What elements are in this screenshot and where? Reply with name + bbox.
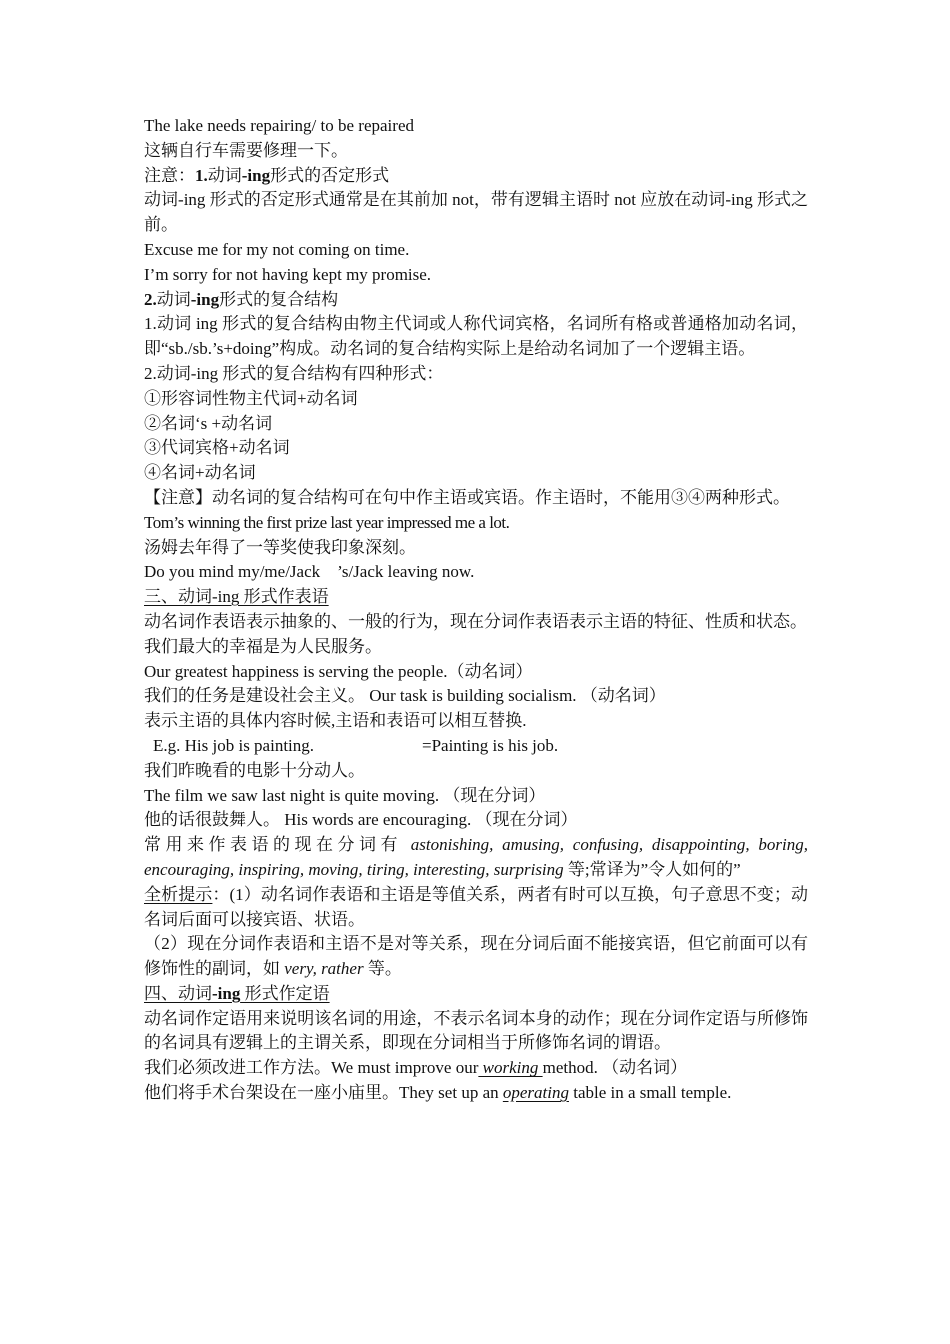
section-heading [144, 585, 808, 610]
paragraph: 动名词作定语用来说明该名词的用途，不表示名词本身的动作；现在分词作定语与所修饰的名词具有逻辑上的主谓关系，即现在分词相当于所修饰名词的谓语。 [144, 1008, 808, 1053]
example-sentence: Excuse me for my not coming on time. [144, 239, 410, 259]
note-text-end: 形式的否定形式 [270, 165, 390, 185]
example-sentence: Our greatest happiness is serving the people.（动名词） [144, 661, 533, 681]
heading-text-end: 形式的复合结构 [219, 289, 339, 309]
heading-underlined [144, 984, 330, 1003]
sentence-end: table in a small temple. [568, 1083, 732, 1103]
paragraph [144, 883, 808, 933]
example-sentence [144, 734, 808, 759]
heading-ing: -ing [212, 983, 241, 1003]
list-item: ④名词+动名词 [144, 463, 256, 483]
section-heading [144, 288, 808, 313]
list-item: ①形容词性物主代词+动名词 [144, 388, 358, 408]
note-number: 1. [195, 165, 208, 185]
tip-text: ：(1）动名词作表语和主语是等值关系，两者有时可以互换，句子意思不变；动名词后面可以接宾语、状语。 [144, 884, 808, 929]
paragraph: 动词-ing 形式的否定形式通常是在其前加 not，带有逻辑主语时 not 应放在动词-ing 形式之前。 [144, 190, 808, 235]
note-text: 动词 [207, 165, 242, 185]
underlined-word: working [478, 1058, 543, 1078]
paragraph-text-end: 等。 [363, 959, 402, 979]
paragraph: 1.动词 ing 形式的复合结构由物主代词或人称代词宾格，名词所有格或普通格加动名词，即“sb./sb.’s+doing”构成。动名词的复合结构实际上是给动名词加了一个逻辑主语。 [144, 314, 808, 359]
heading-text-end: 形式作定语 [240, 983, 330, 1003]
paragraph: 表示主语的具体内容时候,主语和表语可以相互替换. [144, 711, 527, 731]
note-heading [144, 164, 808, 189]
heading-number: 2. [144, 289, 157, 309]
sentence-end: method. （动名词） [542, 1058, 688, 1078]
paragraph-text: （2）现在分词作表语和主语不是对等关系，现在分词后面不能接宾语，但它前面可以有修饰性的副词，如 [144, 934, 808, 979]
note-ing: -ing [241, 165, 271, 185]
example-sentence: I’m sorry for not having kept my promise. [144, 264, 432, 284]
document-page [144, 114, 808, 1106]
example-sentence: 我们的任务是建设社会主义。 Our task is building socialism. （动名词） [144, 686, 666, 706]
adverb-examples: very, rather [284, 959, 364, 979]
note-label: 注意： [144, 165, 195, 185]
example-sentence: The film we saw last night is quite moving. （现在分词） [144, 785, 546, 805]
heading-ing: -ing [190, 289, 220, 309]
list-item: ②名词‘s +动名词 [144, 413, 273, 433]
paragraph [144, 833, 808, 883]
example-sentence [144, 1081, 808, 1106]
underlined-word: operating [502, 1083, 569, 1103]
paragraph: 动名词作表语表示抽象的、一般的行为，现在分词作表语表示主语的特征、性质和状态。 [144, 611, 807, 631]
paragraph: 2.动词-ing 形式的复合结构有四种形式： [144, 363, 444, 383]
paragraph-text-end: 等;常译为”令人如何的” [563, 859, 741, 879]
example-sentence [144, 1056, 808, 1081]
translation: 我们昨晚看的电影十分动人。 [144, 760, 365, 780]
heading-text: 动词 [156, 289, 191, 309]
example-left: E.g. His job is painting. [153, 735, 315, 755]
example-right: =Painting is his job. [422, 735, 559, 755]
sentence-start: 他们将手术台架设在一座小庙里。They set up an [144, 1083, 503, 1103]
translation: 这辆自行车需要修理一下。 [144, 140, 348, 160]
sentence-start: 我们必须改进工作方法。We must improve our [144, 1058, 479, 1078]
heading-text: 三、动词-ing 形式作表语 [144, 587, 329, 607]
word-list: astonishing, amusing, confusing, disappointing, boring, encouraging, inspiring, moving, tiring, interesting, surprising [144, 835, 808, 879]
paragraph [144, 932, 808, 982]
example-sentence: The lake needs repairing/ to be repaired [144, 116, 414, 135]
translation: 我们最大的幸福是为人民服务。 [144, 636, 382, 656]
example-sentence: Do you mind my/me/Jack ’s/Jack leaving now. [144, 562, 475, 582]
section-heading [144, 982, 808, 1007]
translation: 汤姆去年得了一等奖使我印象深刻。 [144, 537, 416, 557]
heading-text: 四、动词 [144, 983, 212, 1003]
paragraph-text: 常用来作表语的现在分词有 [144, 835, 411, 855]
tip-label: 全析提示 [144, 884, 213, 904]
paragraph: 【注意】动名词的复合结构可在句中作主语或宾语。作主语时，不能用③④两种形式。 [144, 487, 790, 507]
list-item: ③代词宾格+动名词 [144, 438, 290, 458]
example-sentence: Tom’s winning the first prize last year impressed me a lot. [144, 512, 510, 532]
example-sentence: 他的话很鼓舞人。 His words are encouraging. （现在分词） [144, 810, 578, 830]
